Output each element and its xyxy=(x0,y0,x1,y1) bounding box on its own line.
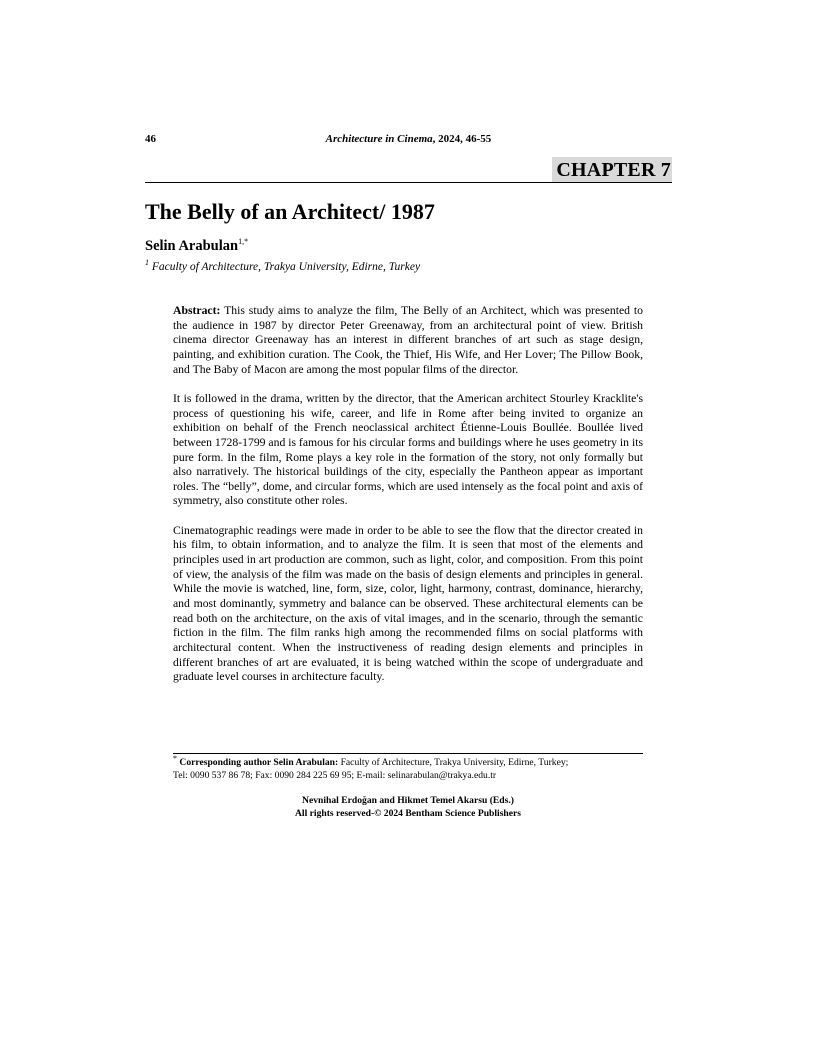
journal-info: , 2024, 46-55 xyxy=(432,133,492,145)
footnote xyxy=(173,753,643,782)
article-title: The Belly of an Architect/ 1987 xyxy=(145,199,435,224)
abstract-label: Abstract: xyxy=(173,304,221,317)
publisher-rights: All rights reserved-© 2024 Bentham Science Publishers xyxy=(294,807,522,819)
abstract-paragraph-3: Cinematographic readings were made in order to be able to see the flow that the director created in his film, to obtain information, and to analyze the film. It is seen that most of the elements and principles used in art production are common, such as light, color, and composition. From this point of view, the analysis of the film was made on the basis of design elements and principles in general. While the movie is watched, line, form, size, color, light, harmony, contrast, dominance, hierarchy, and most dominantly, symmetry and balance can be observed. These architectural elements can be read both on the architecture, on the axis of vital images, and in the scenario, through the semantic fiction in the film. The film ranks high among the recommended films on social platforms with architectural content. When the instructiveness of reading design elements and principles in different branches of art are evaluated, it is being watched within the scope of undergraduate and graduate level courses in architecture faculty. xyxy=(173,523,643,684)
publisher-editors: Nevnihal Erdoğan and Hikmet Temel Akarsu (Eds.) xyxy=(302,795,514,806)
abstract-text-1: This study aims to analyze the film, The Belly of an Architect, which was presented to the audience in 1987 by director Peter Greenaway, from an architectural point of view. British cinema director Greenaway has an interest in different branches of art such as stage design, painting, and exhibition curation. The Cook, the Thief, His Wife, and Her Lover; The Pillow Book, and The Baby of Macon are among the most popular films of the director. xyxy=(173,304,643,376)
abstract-paragraph-2: It is followed in the drama, written by the director, that the American architect Stourley Kracklite's process of questioning his wife, career, and life in Rome after being invited to organize an exhibition on behalf of the French neoclassical architect Étienne-Louis Boullée. Boullée lived between 1728-1799 and is famous for his circular forms and buildings where he uses geometry in its pure form. In the film, Rome plays a key role in the formation of the story, not only formally but also narratively. The historical buildings of the city, especially the Pantheon appear as important roles. The “belly”, dome, and circular forms, which are used intensely as the focal point and axis of symmetry, also constitute other roles. xyxy=(173,391,643,508)
publisher-info xyxy=(173,795,643,820)
abstract-paragraph-1 xyxy=(173,304,643,377)
chapter-label: CHAPTER 7 xyxy=(552,157,672,182)
journal-citation xyxy=(145,133,672,145)
affiliation xyxy=(145,260,420,274)
page-number: 46 xyxy=(145,133,156,145)
footnote-mark: * xyxy=(173,753,177,763)
footnote-text-1: Faculty of Architecture, Trakya University, Edirne, Turkey; xyxy=(338,757,569,768)
author xyxy=(145,237,248,255)
author-name: Selin Arabulan xyxy=(145,238,239,254)
chapter-divider xyxy=(145,182,672,183)
affiliation-text: Faculty of Architecture, Trakya University, Edirne, Turkey xyxy=(151,261,421,273)
author-marks: 1,* xyxy=(238,237,249,247)
footnote-label: Corresponding author Selin Arabulan: xyxy=(179,757,339,768)
footnote-text-2: Tel: 0090 537 86 78; Fax: 0090 284 225 69 95; E-mail: selinarabulan@trakya.edu.tr xyxy=(173,769,497,781)
running-head xyxy=(145,133,672,147)
journal-title: Architecture in Cinema xyxy=(325,133,433,145)
abstract xyxy=(173,304,643,700)
footnote-divider xyxy=(173,753,643,754)
affiliation-mark: 1 xyxy=(145,258,149,268)
